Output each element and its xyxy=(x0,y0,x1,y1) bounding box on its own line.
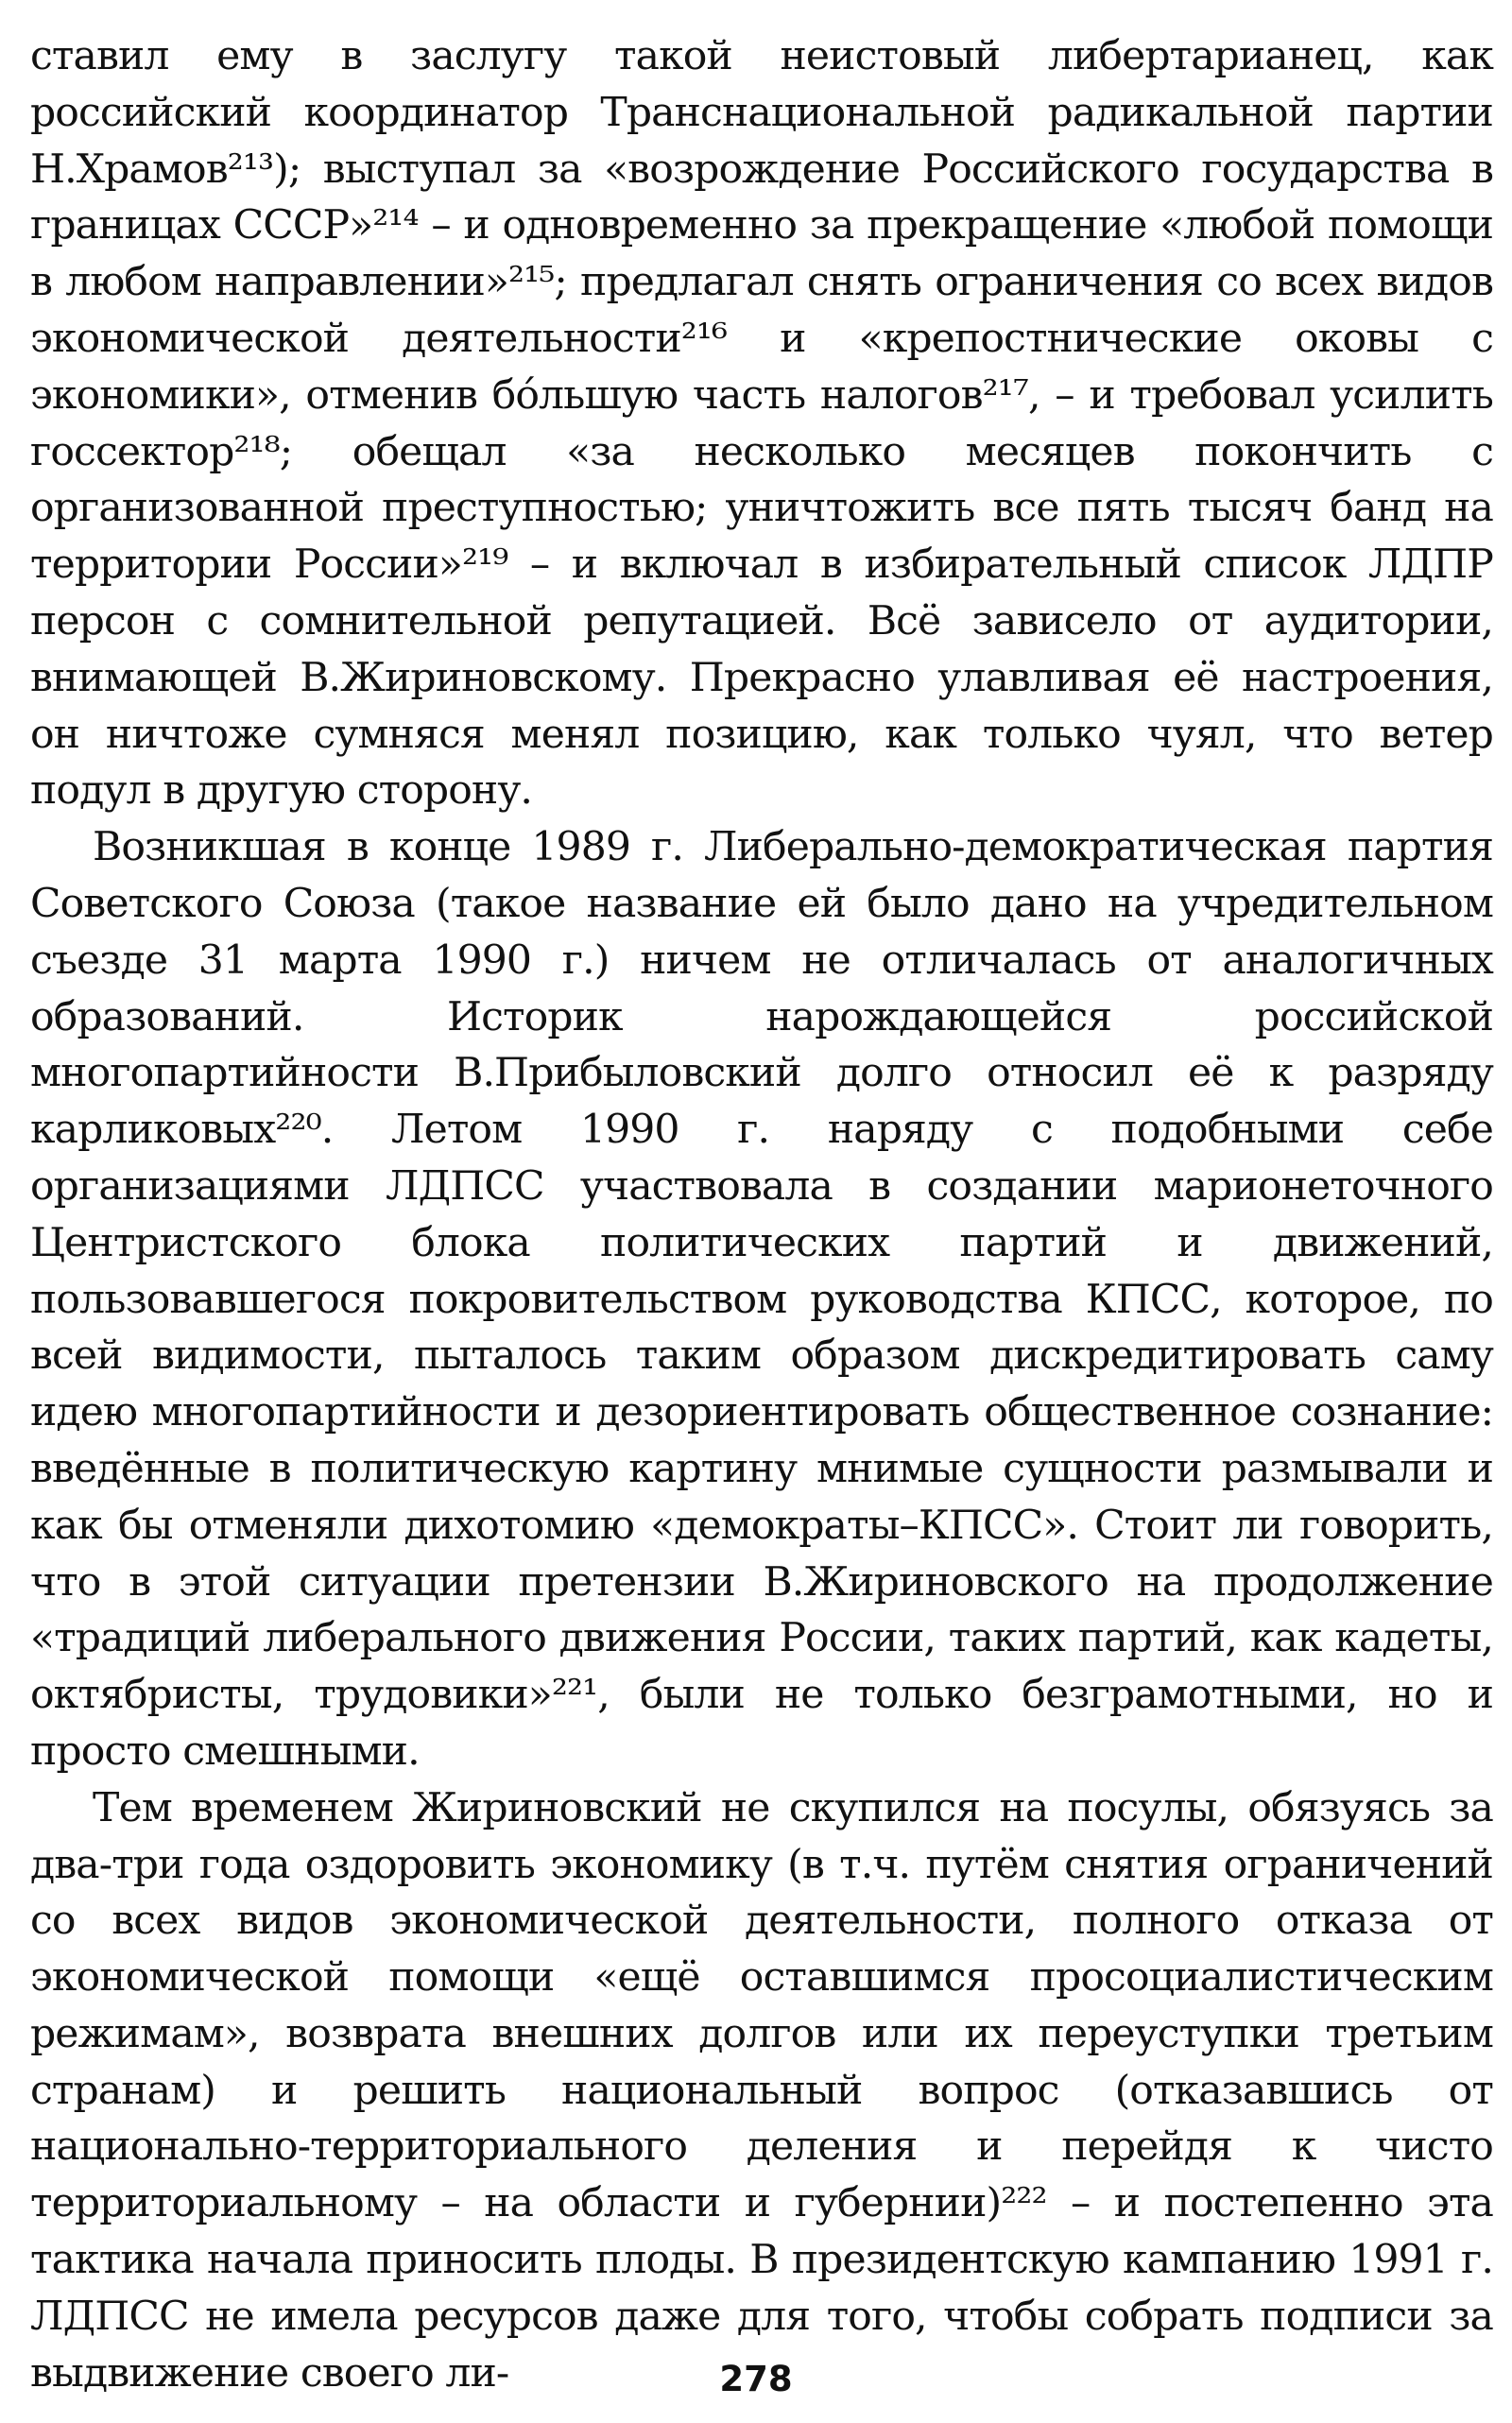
page-number: 278 xyxy=(719,2359,793,2399)
paragraph-continuation: ставил ему в заслугу такой неистовый либертарианец, как российский координатор Транснациональной радикальной партии Н.Храмов²¹³); выступал за «возрождение Российского государства в границах СССР»²¹⁴ – и одновременно за прекращение «любой помощи в любом направлении»²¹⁵; предлагал снять ограничения со всех видов экономической деятельности²¹⁶ и «крепостнические оковы с экономики», отменив бóльшую часть налогов²¹⁷, – и требовал усилить госсектор²¹⁸; обещал «за несколько месяцев покончить с организованной преступностью; уничтожить все пять тысяч банд на территории России»²¹⁹ – и включал в избирательный список ЛДПР персон с сомнительной репутацией. Всё зависело от аудитории, внимающей В.Жириновскому. Прекрасно улавливая её настроения, он ничтоже сумняся менял позицию, как только чуял, что ветер подул в другую сторону. xyxy=(30,33,1493,815)
paragraph-promises: Тем временем Жириновский не скупился на посулы, обязуясь за два-три года оздоровить экономику (в т.ч. путём снятия ограничений со всех видов экономической деятельности, полного отказа от экономической помощи «ещё оставшимся просоциалистическим режимам», возврата внешних долгов или их переуступки третьим странам) и решить национальный вопрос (отказавшись от национально-территориального деления и перейдя к чисто территориальному – на области и губернии)²²² – и постепенно эта тактика начала приносить плоды. В президентскую кампанию 1991 г. ЛДПСС не имела ресурсов даже для того, чтобы собрать подписи за выдвижение своего ли- xyxy=(30,1784,1493,2397)
paragraph-ldpss-origins: Возникшая в конце 1989 г. Либерально-демократическая партия Советского Союза (такое название ей было дано на учредительном съезде 31 марта 1990 г.) ничем не отличалась от аналогичных образований. Историк нарождающейся российской многопартийности В.Прибыловский долго относил её к разряду карликовых²²⁰. Летом 1990 г. наряду с подобными себе организациями ЛДПСС участвовала в создании марионеточного Центристского блока политических партий и движений, пользовавшегося покровительством руководства КПСС, которое, по всей видимости, пыталось таким образом дискредитировать саму идею многопартийности и дезориентировать общественное сознание: введённые в политическую картину мнимые сущности размывали и как бы отменяли дихотомию «демократы–КПСС». Стоит ли говорить, что в этой ситуации претензии В.Жириновского на продолжение «традиций либерального движения России, таких партий, как кадеты, октябристы, трудовики»²²¹, были не только безграмотными, но и просто смешными. xyxy=(30,824,1493,1775)
